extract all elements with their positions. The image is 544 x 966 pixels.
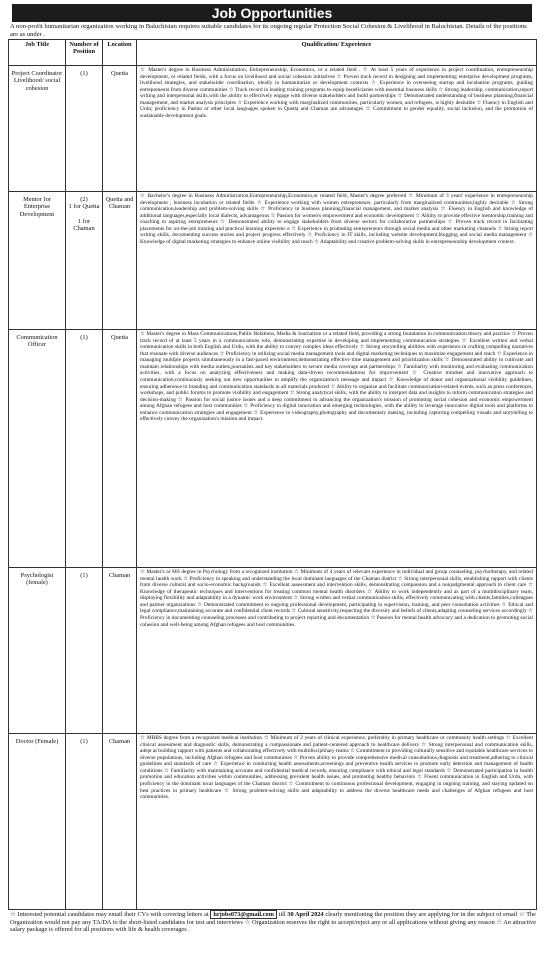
qualification-cell: ☆ Bachelor's degree in Business Administration,Entrepreneurship,Economics,or related field, Master's degree preferred ☆ Minimum of 3 years' experience in entrepreneurship development , business incubation or related fields ☆ Experience working with women entrepreneurs, particularly from marginalized communities,highly desirable ☆ Strong communication,leadership and problem-solving skills ☆ Proficiency in business planning,financial management, and market analysis ☆ Fluency in English and knowledge of additional languages,especially local dialects, advantageous ☆ Passion for women's empowerment and economic development ☆ Ability to provide effective mentorship,training and coaching to aspiring entrepreneurs ☆ Demonstrated ability to engage stakeholders from diverse sectors for collaborative partnerships ☆ Proven track record in facilitating placements for on-the-job training and practical learning experienc e ☆ Experience in promoting entrepreneurs through social media and other marketing channels ☆ Strong report writing skills, documenting success stories and project progress effectively ☆ Proficiency in IT skills, including website development,blogging and social media management ☆ Knowledge of digital marketing strategies to enhance online visibility and reach ☆ Adaptability and creative problem-solving skills in entrepreneurship development context. <box>137 192 537 330</box>
positions-table <box>8 39 537 910</box>
table-row <box>9 568 537 734</box>
positions-cell: (1) <box>66 568 103 734</box>
table-row <box>9 330 537 568</box>
footer-text-after: clearly mentioning the position they are applying for in the subject of email ☆ The Organization would not pay any TA/DA to the short-listed candidates for test and interviews ☆ Organization reserves the right to accept/reject any or all applications without giving any reason ☆ An attractive salary package is offered for all positions with life & health coverages . <box>10 911 536 934</box>
location-cell: Chaman <box>103 734 137 910</box>
page-title: Job Opportunities <box>12 4 532 22</box>
qualification-cell: ☆ Master's degree in Mass Communications,Public Relations, Media & Journalism or a related field, providing a strong foundation in communication theory and practice ☆ Proven track record of at least 5 years in a communications role, demonstrating expertise in developing and implementing communication strategies ☆ Excellent written and verbal communication skills in both English and Urdu, with the ability to convey complex ideas effectively ☆ Strong storytelling abilities with experience in crafting compelling narratives that resonate with diverse audiences ☆ Proficiency in utilizing social media management tools and digital marketing techniques to maximize engagement and reach ☆ Experience in managing multiple projects simultaneously in a fast-paced environment,demonstrating effective time management and prioritization skills ☆ Demonstrated ability to cultivate and maintain relationships with media outlets,journalists and key stakeholders to secure media coverage and partnerships ☆ Familiarity with monitoring and evaluating communication activities, with a focus on analyzing effectiveness and making data-driven recommendations for improvement ☆ Creative mindset and innovative approach to communication,continuously seeking out new opportunities to amplify the organization's message and impact ☆ Knowledge of donor and organizational visibility guidelines, ensuring adherence to branding and communication standards in all materials produced ☆ Ability to organize and facilitate communication-related events, such as press conferences, workshops, and public forums to promote visibility and engagement ☆ Strong analytical skills, with the ability to interpret data and insights to inform communication strategies and decision-making ☆ Passion for social justice issues and a deep commitment to advancing the organization's mission of promoting social cohesion and economic empowerment among Afghan refugees and host communities ☆ Proficiency in digital innovation and emerging technologies, with the ability to leverage innovative digital tools and platforms to enhance communication strategies and engagement ☆ Experience in videography,photography and documentary making, including capturing compelling visuals and storytelling to effectively convey the organization's mission and impact. <box>137 330 537 568</box>
footer-till: till <box>278 911 286 919</box>
location-cell: Chaman <box>103 568 137 734</box>
qualification-cell: ☆ Master's or MS degree in Psychology from a recognized institution ☆ Minimum of 4 years of relevant experience in individual and group counseling, psychotherapy, and related mental health work ☆ Proficiency in speaking and understanding the local dominant languages of the Chaman district ☆ Strong interpersonal skills, establishing rapport with clients from diverse cultural and socio-economic backgrounds ☆ Excellent assessment and intervention skills, demonstrating compassion and a nonjudgmental approach to client care ☆ Knowledge of therapeutic techniques and interventions for treating common mental health disorders ☆ Ability to work independently and as part of a multidisciplinary team, displaying flexibility and adaptability in a dynamic work environment ☆ Strong written and verbal communication skills, effectively communicating with clients,families,colleagues and partner organizations ☆ Demonstrated commitment to ongoing professional development, participating in supervision, training, and peer consultation activities ☆ Ethical and legal compliance,maintaining accurate and confidential client records ☆ Cultural sensitivity,respecting the diversity and beliefs of clients,adapting counseling services accordingly ☆ Proficiency in documenting counseling processes and contributing to project reporting and documentation ☆ Passion for mental health advocacy and a dedication to promoting social cohesion and well-being among Afghan refugees and host communities. <box>137 568 537 734</box>
footer-text-before-email: ☆ Interested potential candidates may email their CVs with covering letters at <box>10 911 209 919</box>
positions-cell: (2) 1 for Quetta 1 for Chaman <box>66 192 103 330</box>
table-row <box>9 66 537 192</box>
column-header-location: Location <box>103 40 137 66</box>
footer-notes <box>10 911 536 934</box>
intro-paragraph: A non-profit humanitarian organization working in Baluchistan requires suitable candidates for its ongoing regular Protection Social Cohesion & Livelihood in Baluchistan. Details of the positions are as under . <box>10 23 527 38</box>
job-title-cell: Psychologist (female) <box>9 568 66 734</box>
table-row <box>9 734 537 910</box>
application-deadline: 30 April 2024 <box>287 911 324 919</box>
column-header-number-of-position: Number of Position <box>66 40 103 66</box>
job-title-cell: Communication Officer <box>9 330 66 568</box>
column-header-qualification: Qualification/ Experience <box>137 40 537 66</box>
application-email[interactable]: hrjobs073@gmail.com <box>210 910 277 919</box>
table-row <box>9 192 537 330</box>
job-ad-page <box>4 4 540 958</box>
qualification-cell: ☆ MBBS degree from a recognized medical institution ☆ Minimum of 2 years of clinical experience, preferably in primary healthcare or community health settings ☆ Excellent clinical assessment and diagnostic skills, demonstrating a compassionate and patient-centered approach to healthcare delivery ☆ Strong interpersonal and communication skills, adept at building rapport with patients and collaborating effectively with multidisciplinary teams ☆ Commitment to providing culturally sensitive and equitable healthcare services to diverse populations, including Afghan refugees and host communities ☆ Proven ability to provide comprehensive medical consultations,diagnosis and treatment,adhering to clinical guidelines and standards of care ☆ Experience in conducting health assessments,screenings and preventive health services to promote early detection and management of health conditions ☆ Familiarity with maintaining accurate and confidential medical records, ensuring compliance with ethical and legal standards ☆ Demonstrated participation in health promotion and education activities within communities, addressing prevalent health issues, and promoting healthy behaviors ☆ Fluent communication in English and Urdu, with proficiency in the dominant local languages of the Chaman district ☆ Commitment to continuous professional development, engaging in ongoing training, and staying updated on best practices in primary healthcare ☆ Strong problem-solving skills and adaptability to address the diverse healthcare needs and challenges of Afghan refugees and host communities. <box>137 734 537 910</box>
qualification-cell: ☆ Master's degree in Business Administration, Entrepreneurship, Economics, or a related field . ☆ At least 5 years of experience in project coordination, entrepreneurship development, or related fields, with a focus on livelihood and social cohesion initiatives ☆ Proven track record in designing and implementing enterprise development programs, livelihood strategies, and stakeholder coordination, ideally in humanitarian or development contexts ☆ Experience in overseeing startup and incubation programs, guiding entrepreneurs from diverse communities ☆ Track record in leading training programs to equip beneficiaries with essential business skills ☆ Strong leadership, communication,report writing and interpersonal skills,with the ability to effectively engage with diverse stakeholders and build partnerships ☆ Demonstrated understanding of business planning,financial management, and market analysis principles ☆ Experience working with marginalized communities, particularly women, and refugees, is highly desirable ☆ Fluency in English and Urdu; proficiency in Pashto or other local languages spoken in Quetta and Chaman are advantages ☆ Commitment to gender equality, social inclusion, and the promotion of sustainable development goals. <box>137 66 537 192</box>
table-header-row <box>9 40 537 66</box>
location-cell: Quetta <box>103 330 137 568</box>
location-cell: Quetta and Chaman <box>103 192 137 330</box>
column-header-job-title: Job Title <box>9 40 66 66</box>
job-title-cell: Doctor (Female) <box>9 734 66 910</box>
positions-cell: (1) <box>66 734 103 910</box>
positions-cell: (1) <box>66 330 103 568</box>
positions-cell: (1) <box>66 66 103 192</box>
location-cell: Quetta <box>103 66 137 192</box>
job-title-cell: Project Coordinator Livelihood/ social cohesion <box>9 66 66 192</box>
job-title-cell: Mentor for Enterprise Development <box>9 192 66 330</box>
